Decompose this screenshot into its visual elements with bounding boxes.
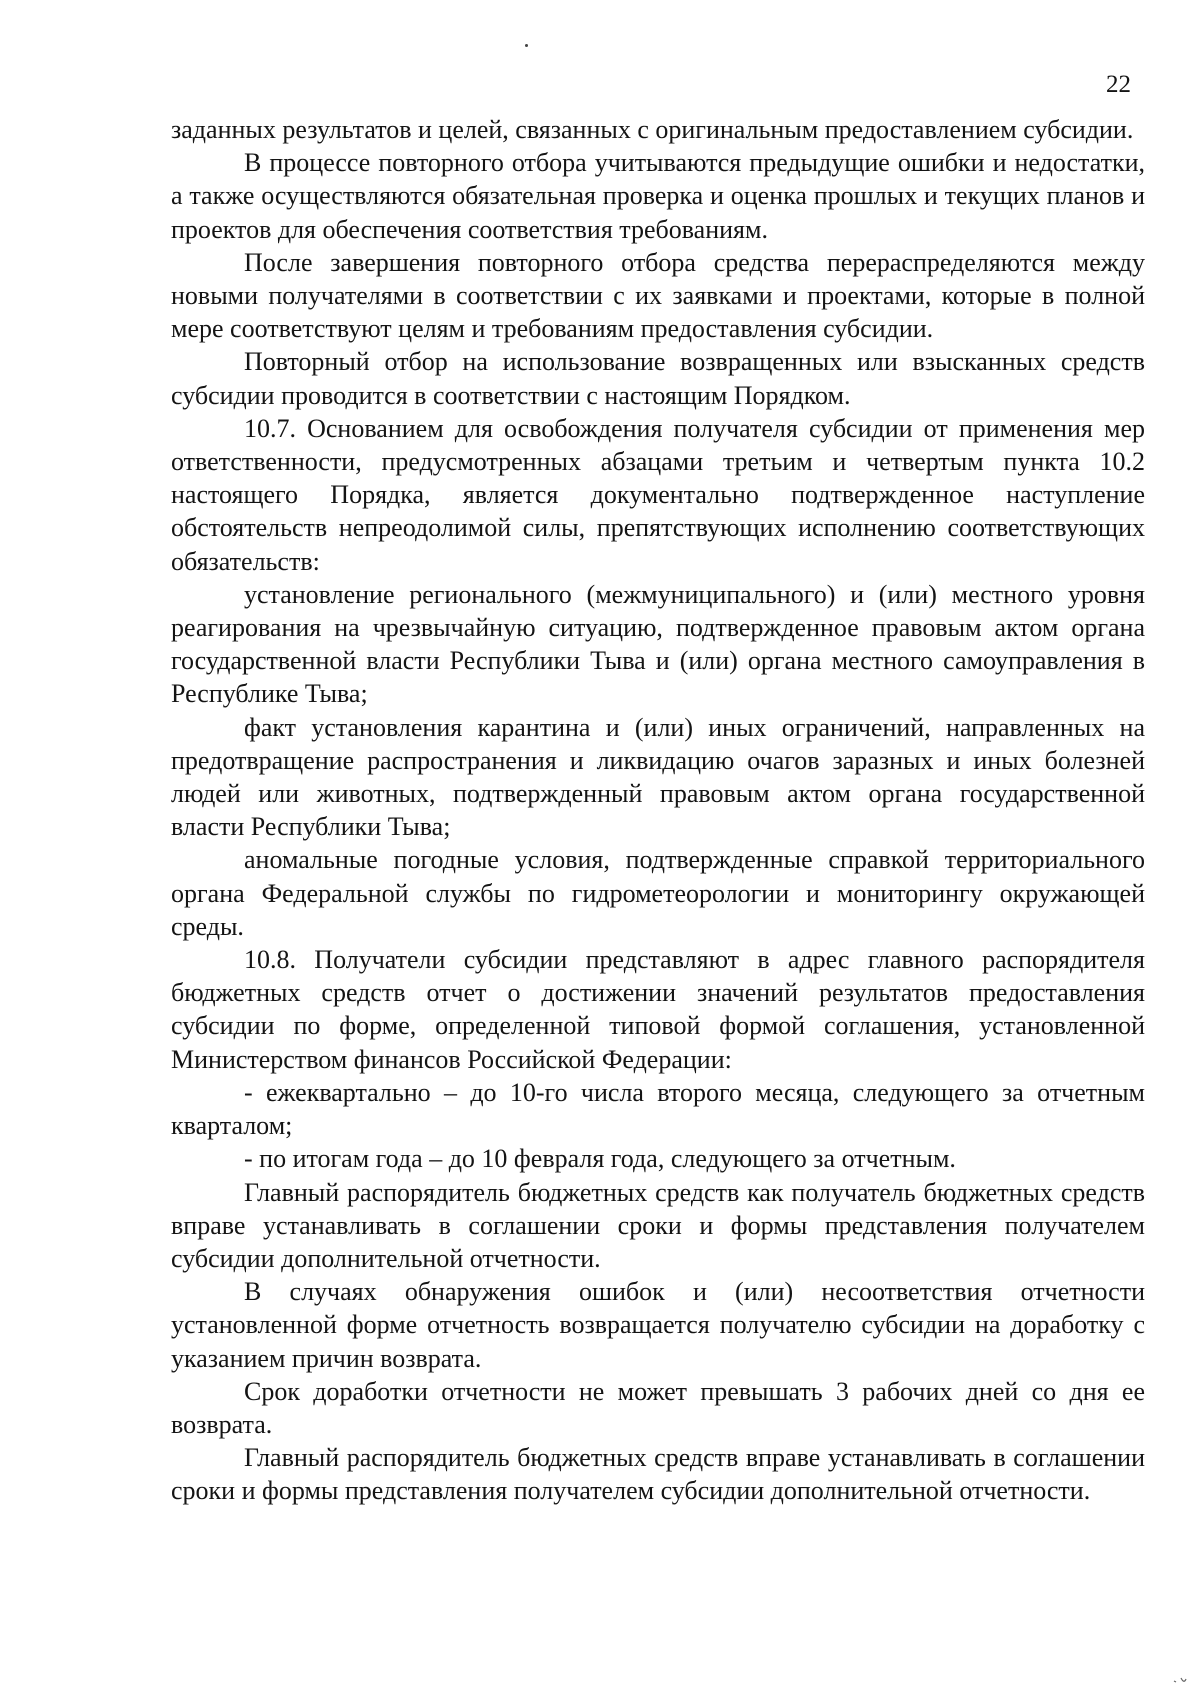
page-number: 22 — [1106, 71, 1131, 98]
scan-speck — [525, 44, 528, 47]
document-body — [171, 113, 1145, 1508]
paragraph: После завершения повторного отбора средства перераспределяются между новыми получателями в соответствии с их заявками и проектами, которые в полной мере соответствуют целям и требованиям предоставления субсидии. — [171, 247, 1145, 344]
paragraph: В процессе повторного отбора учитываются предыдущие ошибки и недостатки, а также осуществляются обязательная проверка и оценка прошлых и текущих планов и проектов для обеспечения соответствия требованиям. — [171, 148, 1145, 244]
paragraph: Срок доработки отчетности не может превышать 3 рабочих дней со дня ее возврата. — [171, 1376, 1145, 1439]
paragraph: Главный распорядитель бюджетных средств как получатель бюджетных средств вправе устанавливать в соглашении сроки и формы представления получателем субсидии дополнительной отчетности. — [171, 1177, 1145, 1273]
paragraph: заданных результатов и целей, связанных с оригинальным предоставлением субсидии. — [171, 115, 1134, 144]
paragraph-clause-10-8: 10.8. Получатели субсидии представляют в адрес главного распорядителя бюджетных средств отчет о достижении значений результатов предоставления субсидии по форме, определенной типовой формой соглашения, установленной Министерством финансов Российской Федерации: — [171, 945, 1145, 1074]
paragraph: В случаях обнаружения ошибок и (или) несоответствия отчетности установленной форме отчетность возвращается получателю субсидии на доработку с указанием причин возврата. — [171, 1277, 1145, 1373]
scan-mark — [1172, 1675, 1188, 1685]
paragraph-clause-10-7: 10.7. Основанием для освобождения получателя субсидии от применения мер ответственности, предусмотренных абзацами третьим и четвертым пункта 10.2 настоящего Порядка, является документально подтвержденное наступление обстоятельств непреодолимой силы, препятствующих исполнению соответствующих обязательств: — [171, 413, 1145, 576]
paragraph: аномальные погодные условия, подтвержденные справкой территориального органа Федеральной службы по гидрометеорологии и мониторингу окружающей среды. — [171, 845, 1145, 941]
list-item: - ежеквартально – до 10-го числа второго месяца, следующего за отчетным кварталом; — [171, 1077, 1145, 1141]
paragraph: установление регионального (межмуниципального) и (или) местного уровня реагирования на чрезвычайную ситуацию, подтвержденное правовым актом органа государственной власти Республики Тыва и (или) органа местного самоуправления в Республике Тыва; — [171, 579, 1145, 709]
paragraph: Повторный отбор на использование возвращенных или взысканных средств субсидии проводится в соответствии с настоящим Порядком. — [171, 347, 1145, 410]
paragraph: Главный распорядитель бюджетных средств вправе устанавливать в соглашении сроки и формы представления получателем субсидии дополнительной отчетности. — [171, 1443, 1145, 1506]
list-item: - по итогам года – до 10 февраля года, следующего за отчетным. — [244, 1144, 956, 1174]
paragraph: факт установления карантина и (или) иных ограничений, направленных на предотвращение распространения и ликвидацию очагов заразных и иных болезней людей или животных, подтвержденный правовым актом органа государственной власти Республики Тыва; — [171, 712, 1145, 842]
